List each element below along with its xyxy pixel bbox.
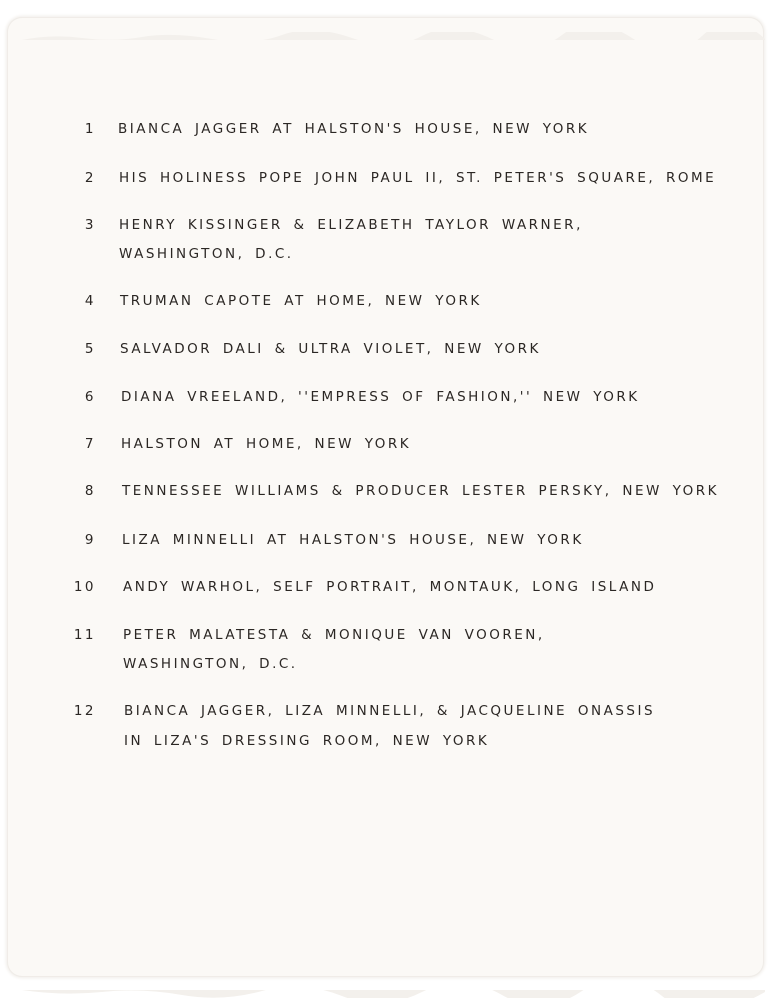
item-title: ANDY WARHOL, SELF PORTRAIT, MONTAUK, LONG ISLAND [123,579,657,595]
item-title: BIANCA JAGGER, LIZA MINNELLI, & JACQUELINE ONASSIS [124,703,656,719]
item-number: 6 [84,389,96,405]
item-title-continued: WASHINGTON, D.C. [123,656,298,672]
item-number: 12 [73,703,96,719]
item-number: 4 [84,293,96,309]
item-title: PETER MALATESTA & MONIQUE VAN VOOREN, [123,627,545,643]
item-title: HIS HOLINESS POPE JOHN PAUL II, ST. PETER'S SQUARE, ROME [119,170,717,186]
item-number: 5 [84,341,96,357]
item-title: TRUMAN CAPOTE AT HOME, NEW YORK [120,293,482,309]
item-title: HENRY KISSINGER & ELIZABETH TAYLOR WARNER, [119,217,583,233]
item-title: TENNESSEE WILLIAMS & PRODUCER LESTER PERSKY, NEW YORK [122,483,719,499]
item-title: SALVADOR DALI & ULTRA VIOLET, NEW YORK [120,341,541,357]
item-number: 1 [84,121,96,137]
item-title: LIZA MINNELLI AT HALSTON'S HOUSE, NEW YORK [122,532,584,548]
item-number: 8 [84,483,96,499]
item-number: 10 [73,579,96,595]
item-number: 9 [84,532,96,548]
item-title: DIANA VREELAND, ''EMPRESS OF FASHION,'' NEW YORK [121,389,640,405]
item-number: 3 [84,217,96,233]
item-title-continued: IN LIZA'S DRESSING ROOM, NEW YORK [124,733,490,749]
item-title-continued: WASHINGTON, D.C. [119,246,294,262]
item-title: HALSTON AT HOME, NEW YORK [121,436,412,452]
item-number: 11 [73,627,96,643]
item-number: 2 [84,170,96,186]
item-title: BIANCA JAGGER AT HALSTON'S HOUSE, NEW YORK [118,121,590,137]
item-number: 7 [84,436,96,452]
